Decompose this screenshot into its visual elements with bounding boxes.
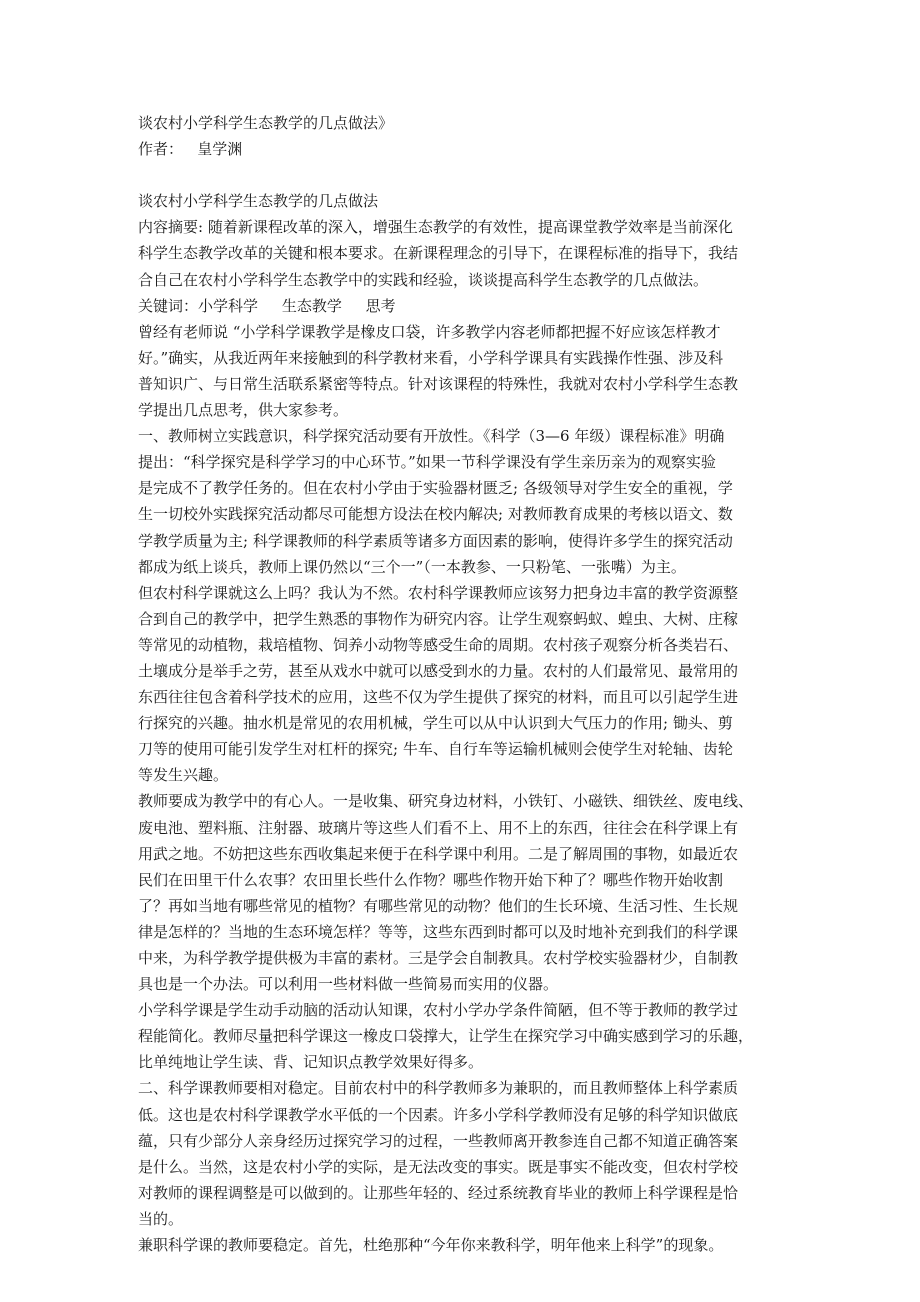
body-line: 刀等的使用可能引发学生对杠杆的探究; 牛车、自行车等运输机械则会使学生对轮轴、齿轮 <box>138 740 733 759</box>
body-line: 一、教师树立实践意识，科学探究活动要有开放性。《科学（3—6 年级）课程标准》明确 <box>138 427 725 446</box>
body-line: 关键词：小学科学 生态教学 思考 <box>138 296 396 315</box>
body-line: 等发生兴趣。 <box>138 766 229 785</box>
body-line: 普知识广、与日常生活联系紧密等特点。针对该课程的特殊性，我就对农村小学科学生态教 <box>138 374 739 393</box>
body-line: 程能简化。教师尽量把科学课这一橡皮口袋撑大，让学生在探究学习中确实感到学习的乐趣， <box>138 1027 754 1046</box>
body-line: 东西往往包含着科学技术的应用，这些不仅为学生提供了探究的材料，而且可以引起学生进 <box>138 688 739 707</box>
body-line: 用武之地。不妨把这些东西收集起来便于在科学课中利用。二是了解周围的事物，如最近农 <box>138 844 739 863</box>
body-line: 当的。 <box>138 1209 184 1228</box>
body-line: 蕴，只有少部分人亲身经历过探究学习的过程，一些教师离开教参连自己都不知道正确答案 <box>138 1131 739 1150</box>
body-line: 合到自己的教学中，把学生熟悉的事物作为研究内容。让学生观察蚂蚁、蝗虫、大树、庄稼 <box>138 609 739 628</box>
body-line: 行探究的兴趣。抽水机是常见的农用机械，学生可以从中认识到大气压力的作用; 锄头、剪 <box>138 714 733 733</box>
body-line: 提出：“科学探究是科学学习的中心环节。”如果一节科学课没有学生亲历亲为的观察实验 <box>138 453 716 472</box>
body-line: 了？再如当地有哪些常见的植物？有哪些常见的动物？他们的生长环境、生活习性、生长规 <box>138 896 739 915</box>
body-line: 等常见的动植物，栽培植物、饲养小动物等感受生命的周期。农村孩子观察分析各类岩石、 <box>138 635 739 654</box>
body-line: 小学科学课是学生动手动脑的活动认知课，农村小学办学条件简陋，但不等于教师的教学过 <box>138 1001 739 1020</box>
body-line: 土壤成分是举手之劳，甚至从戏水中就可以感受到水的力量。农村的人们最常见、最常用的 <box>138 661 739 680</box>
body-line: 曾经有老师说 “小学科学课教学是橡皮口袋，许多教学内容老师都把握不好应该怎样教才 <box>138 322 721 341</box>
blank-line <box>138 162 788 188</box>
body-line: 对教师的课程调整是可以做到的。让那些年轻的、经过系统教育毕业的教师上科学课程是恰 <box>138 1183 739 1202</box>
body-line: 具也是一个办法。可以利用一些材料做一些简易而实用的仪器。 <box>138 975 559 994</box>
body-line: 是什么。当然，这是农村小学的实际，是无法改变的事实。既是事实不能改变，但农村学校 <box>138 1157 739 1176</box>
body-line: 是完成不了教学任务的。但在农村小学由于实验器材匮乏; 各级领导对学生安全的重视，学 <box>138 479 733 498</box>
body-line: 教师要成为教学中的有心人。一是收集、研究身边材料，小铁钉、小磁铁、细铁丝、废电线、 <box>138 792 754 811</box>
body-line: 学提出几点思考，供大家参考。 <box>138 401 349 420</box>
body-line: 低。这也是农村科学课教学水平低的一个因素。许多小学科学教师没有足够的科学知识做底 <box>138 1105 739 1124</box>
body-line: 科学生态教学改革的关键和根本要求。在新课程理念的引导下，在课程标准的指导下，我结 <box>138 244 739 263</box>
body-line: 但农村科学课就这么上吗？我认为不然。农村科学课教师应该努力把身边丰富的教学资源整 <box>138 583 739 602</box>
body-line: 废电池、塑料瓶、注射器、玻璃片等这些人们看不上、用不上的东西，往往会在科学课上有 <box>138 818 739 837</box>
body-line: 中来，为科学教学提供极为丰富的素材。三是学会自制教具。农村学校实验器材少，自制教 <box>138 949 739 967</box>
article-title: 谈农村小学科学生态教学的几点做法 <box>138 192 379 211</box>
body-line: 民们在田里干什么农事？农田里长些什么作物？哪些作物开始下种了？哪些作物开始收割 <box>138 870 724 889</box>
body-line: 比单纯地让学生读、背、记知识点教学效果好得多。 <box>138 1053 484 1072</box>
body-line: 都成为纸上谈兵，教师上课仍然以“三个一”（一本教参、一只粉笔、一张嘴）为主。 <box>138 557 686 576</box>
body-line: 兼职科学课的教师要稳定。首先，杜绝那种“今年你来教科学，明年他来上科学”的现象。 <box>138 1236 724 1255</box>
body-line: 内容摘要: 随着新课程改革的深入，增强生态教学的有效性，提高课堂教学效率是当前深化 <box>138 218 733 237</box>
body-line: 生一切校外实践探究活动都尽可能想方设法在校内解决; 对教师教育成果的考核以语文、数 <box>138 505 733 524</box>
header-title: 谈农村小学科学生态教学的几点做法》 <box>138 114 394 132</box>
document-page <box>138 110 788 1258</box>
body-line: 学教学质量为主; 科学课教师的科学素质等诸多方面因素的影响，使得许多学生的探究活动 <box>138 531 733 550</box>
body-line: 律是怎样的？当地的生态环境怎样？等等，这些东西到时都可以及时地补充到我们的科学课 <box>138 922 739 941</box>
body-line: 二、科学课教师要相对稳定。目前农村中的科学教师多为兼职的，而且教师整体上科学素质 <box>138 1079 739 1098</box>
body-line: 合自己在农村小学科学生态教学中的实践和经验，谈谈提高科学生态教学的几点做法。 <box>138 270 709 289</box>
author-line: 作者： 皇学渊 <box>138 140 243 159</box>
article-body <box>138 214 788 1258</box>
body-line: 好。”确实，从我近两年来接触到的科学教材来看，小学科学课具有实践操作性强、涉及科 <box>138 348 724 367</box>
